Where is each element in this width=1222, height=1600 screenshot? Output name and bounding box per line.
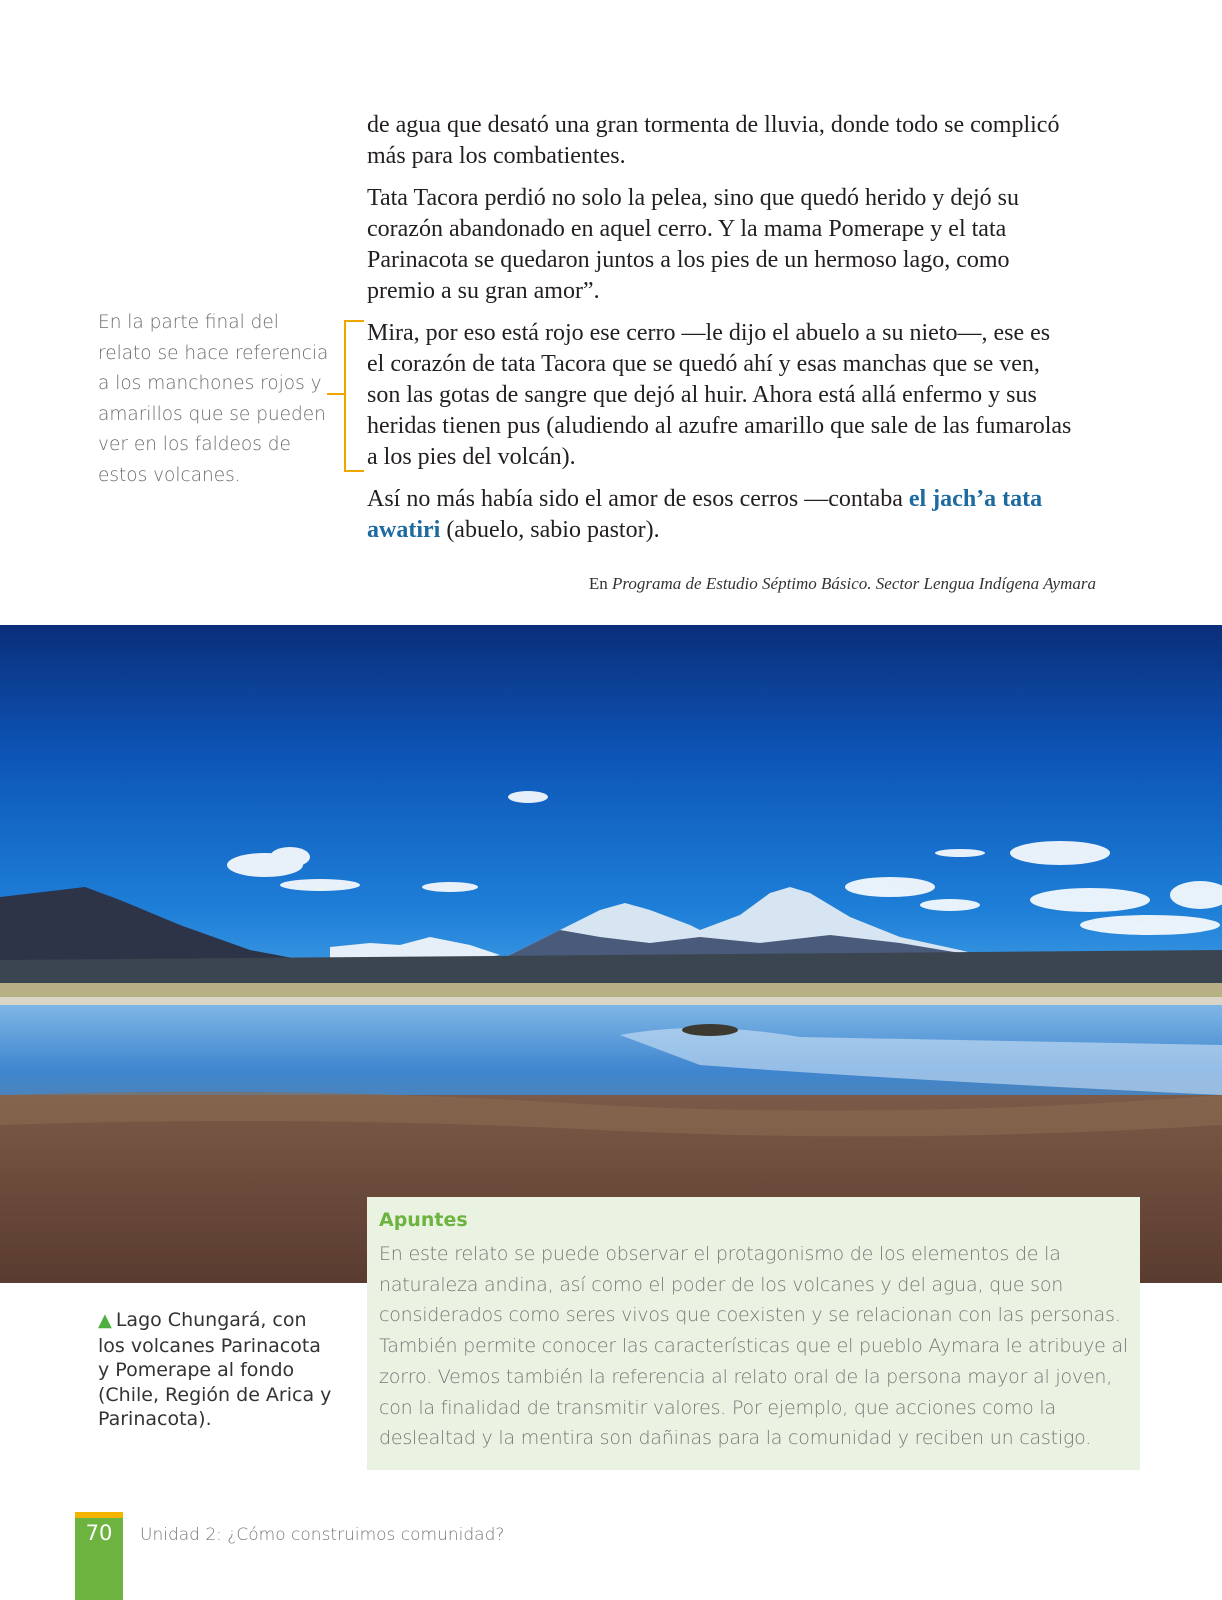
story-text — [367, 110, 1072, 557]
side-note-bracket — [344, 320, 364, 472]
source-title: Programa de Estudio Séptimo Básico. Sector Lengua Indígena Aymara — [612, 574, 1096, 593]
photo-caption — [98, 1308, 338, 1432]
source-prefix: En — [588, 574, 613, 593]
notes-title: Apuntes — [379, 1209, 468, 1231]
story-paragraph-2: Tata Tacora perdió no solo la pelea, sino que quedó herido y dejó su corazón abandonado en aquel cerro. Y la mama Pomerape y el tata Parinacota se quedaron juntos a los pies de un hermoso lago, como premio a su gran amor”. — [367, 185, 1020, 304]
lake-rock — [682, 1024, 738, 1036]
story-paragraph-3: Mira, por eso está rojo ese cerro —le dijo el abuelo a su nieto—, ese es el corazón de tata Tacora que se quedó ahí y esas manchas que se ven, son las gotas de sangre que dejó al huir. Ahora está allá enfermo y sus heridas tienen pus (aludiendo al azufre amarillo que sale de las fumarolas a los pies del volcán). — [367, 320, 1072, 470]
side-note: En la parte final del relato se hace referencia a los manchones rojos y amarillos que se pueden ver en los faldeos de estos volcanes. — [98, 312, 329, 486]
photo-caption-text: Lago Chungará, con los volcanes Parinacota y Pomerape al fondo (Chile, Región de Arica y Parinacota). — [98, 1309, 332, 1430]
story-paragraph-4-start: Así no más había sido el amor de esos cerros —contaba — [367, 486, 909, 512]
source-citation — [589, 574, 1096, 594]
story-paragraph-4 — [367, 484, 1072, 546]
story-paragraph-1: de agua que desató una gran tormenta de lluvia, donde todo se complicó más para los combatientes. — [367, 112, 1060, 169]
story-paragraph-4-end: (abuelo, sabio pastor). — [440, 517, 660, 543]
landscape-photo — [0, 625, 1222, 1283]
page-number: 70 — [85, 1521, 113, 1545]
notes-body: En este relato se puede observar el protagonismo de los elementos de la naturaleza andina, así como el poder de los volcanes y del agua, que son considerados como seres vivos que coexisten y se relacionan con las personas. También permite conocer las características que el pueblo Aymara le atribuye al zorro. Vemos también la referencia al relato oral de la persona mayor al joven, con la finalidad de transmitir valores. Por ejemplo, que acciones como la deslealtad y la mentira son dañinas para la comunidad y reciben un castigo. — [379, 1243, 1128, 1450]
triangle-icon: ▲ — [98, 1310, 112, 1331]
footer-unit-title: Unidad 2: ¿Cómo construimos comunidad? — [140, 1525, 505, 1545]
side-note-bracket-tick — [327, 393, 344, 395]
glossary-term: el jach’a tata awatiri — [367, 486, 1043, 543]
notes-box — [367, 1197, 1140, 1470]
